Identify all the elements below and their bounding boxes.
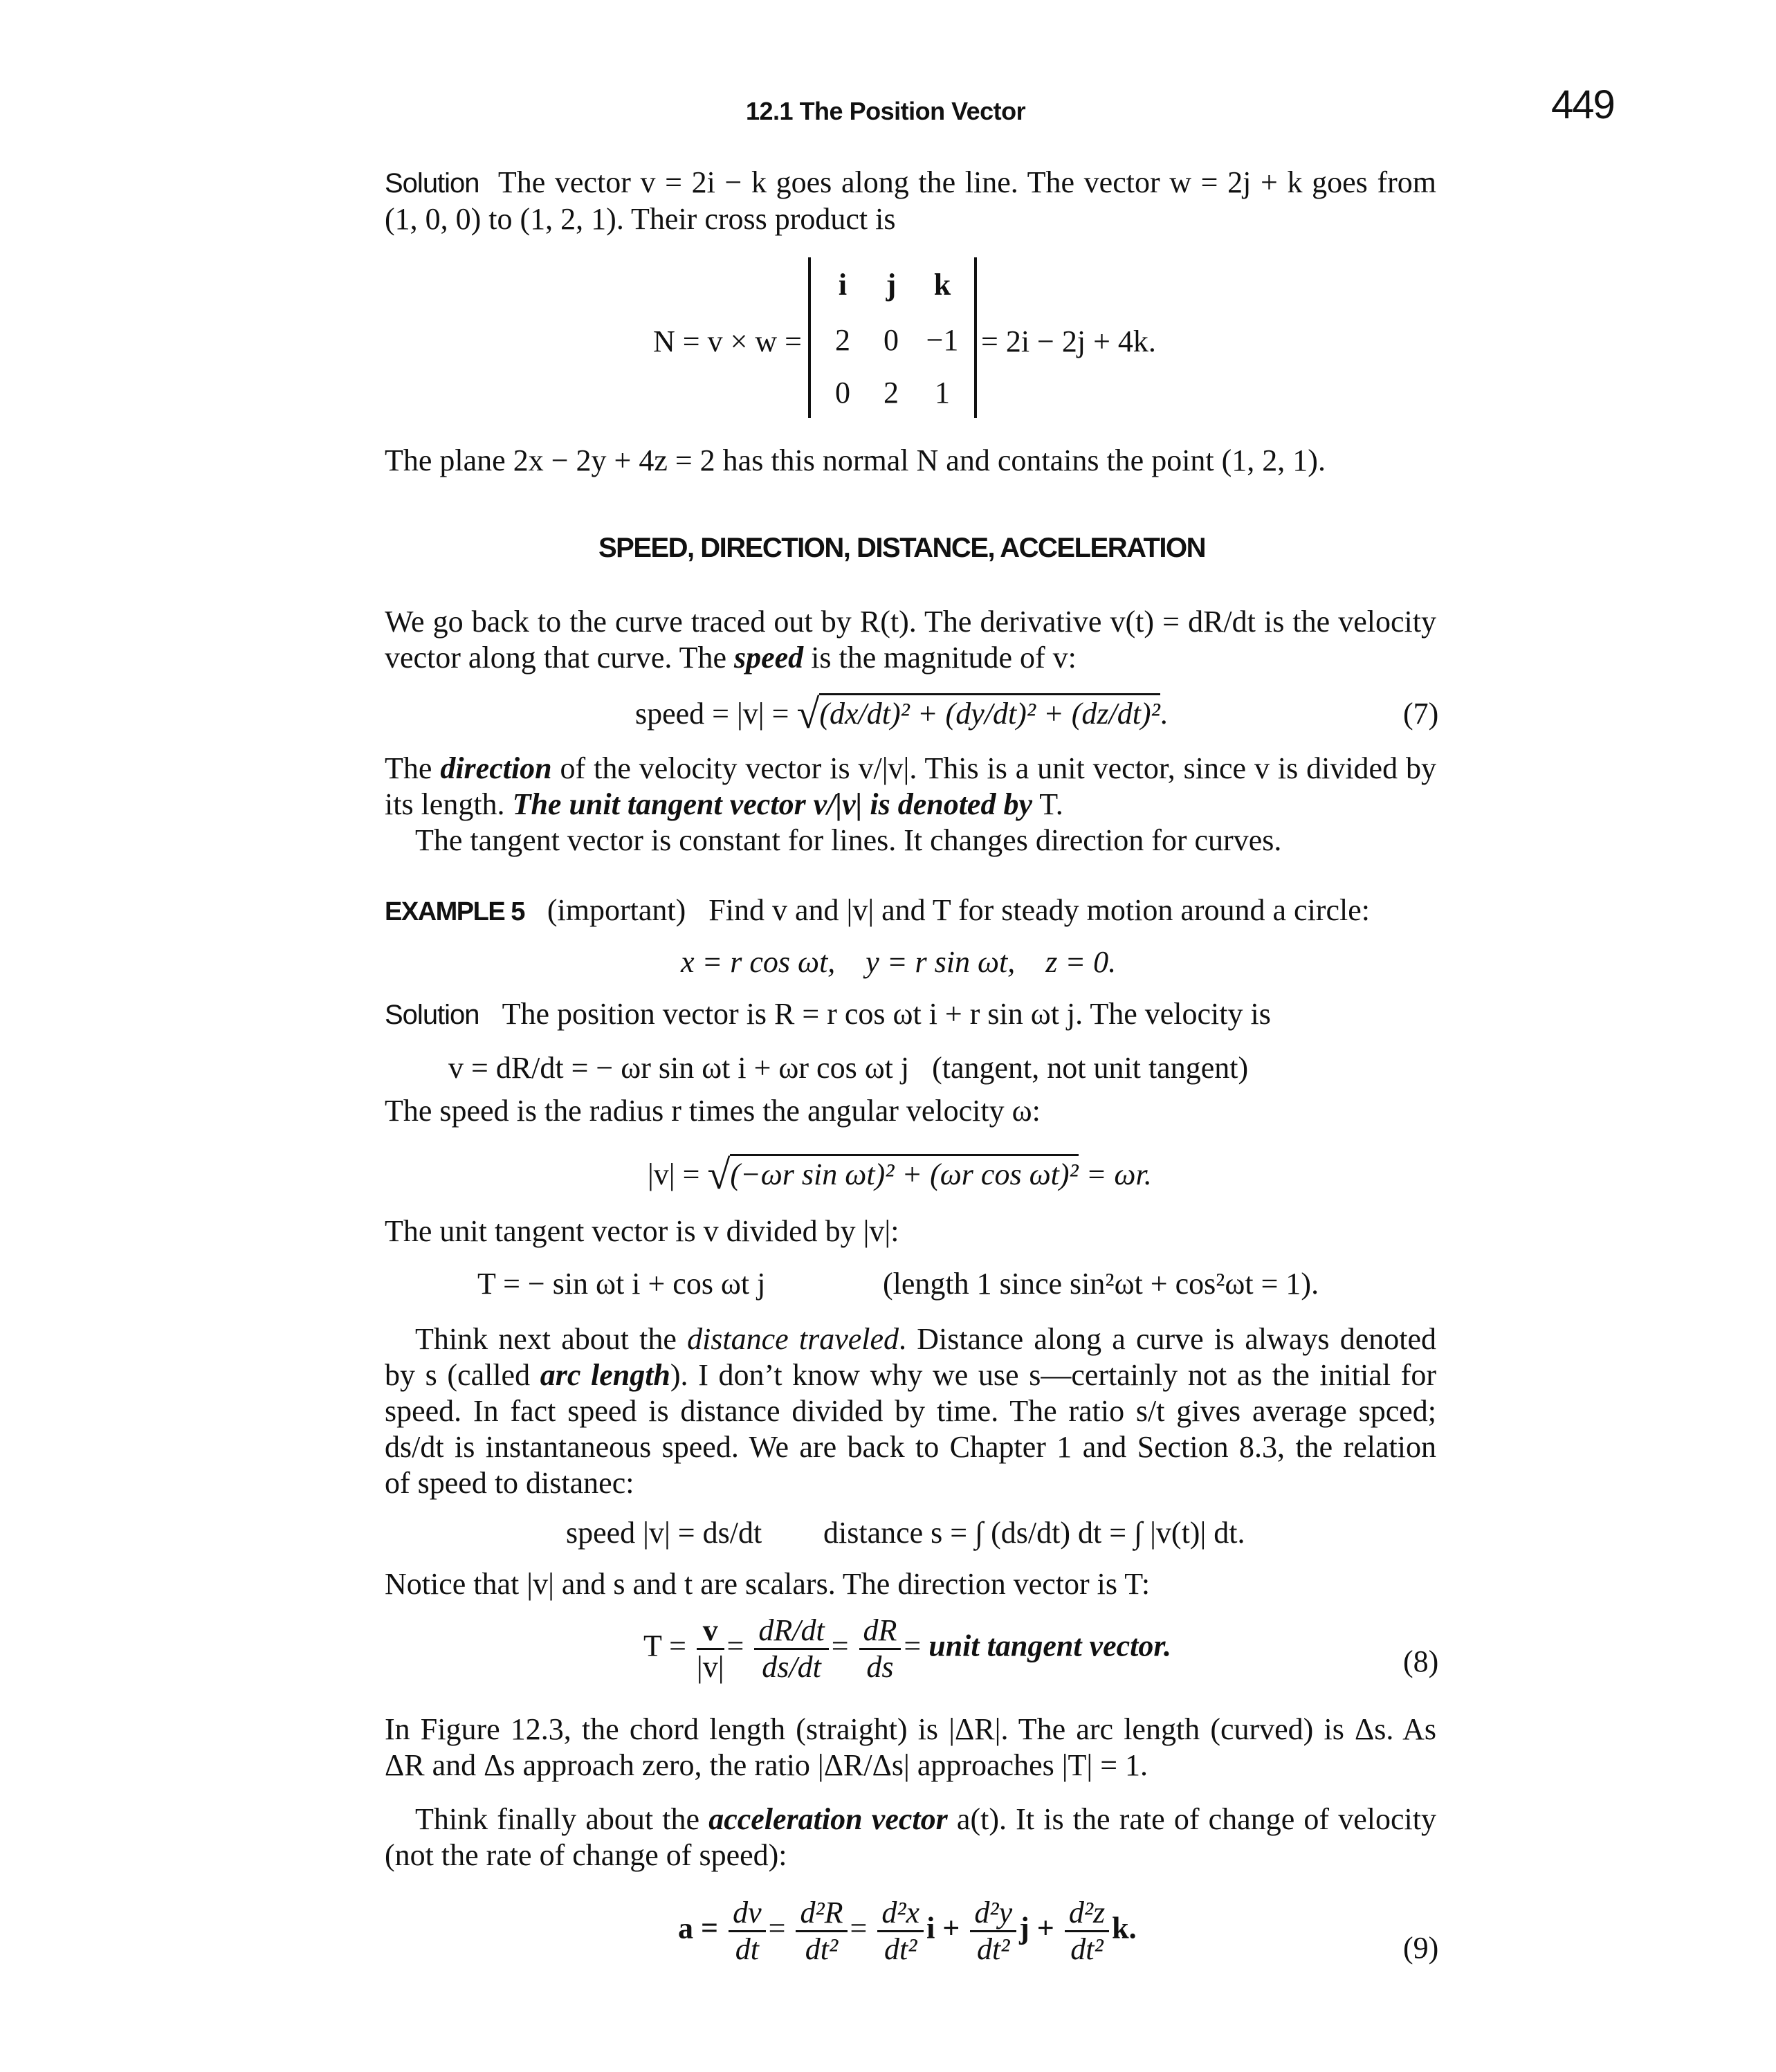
text: vector along that curve. The [385,641,734,675]
numerator: d²R [796,1896,847,1932]
text: The [385,751,441,785]
fraction [754,1613,828,1685]
example-note: (important) [547,893,686,927]
equation-7 [635,691,1168,737]
distance-paragraph-line-4: ds/dt is instantaneous speed. We are back to Chapter 1 and Section 8.3, the relation [385,1430,1436,1464]
matrix-cell: 2 [835,323,850,357]
velocity-note: (tangent, not unit tangent) [932,1051,1249,1085]
equation-number-8: (8) [1403,1644,1439,1678]
matrix-cell: 0 [884,323,899,357]
solution-label: Solution [385,1000,479,1030]
numerator: d²x [877,1896,924,1932]
fraction [859,1613,901,1685]
solution-label: Solution [385,168,479,199]
chord-paragraph-line-1: In Figure 12.3, the chord length (straight) is |ΔR|. The arc length (curved) is Δs. As [385,1712,1436,1746]
direction-paragraph-line-2 [385,787,1436,823]
fraction [729,1896,766,1967]
notice-sentence: Notice that |v| and s and t are scalars. The direction vector is T: [385,1567,1151,1601]
numerator: d²y [970,1896,1016,1932]
eq7-radicand: (dx/dt)² + (dy/dt)² + (dz/dt)² [819,693,1160,731]
fraction [877,1896,924,1967]
eq8-rhs: unit tangent vector. [928,1629,1172,1663]
matrix-cell: k [933,268,951,302]
eq-lhs: |v| = [648,1157,708,1191]
distance-paragraph-line-3: speed. In fact speed is distance divided by time. The ratio s/t gives average spced; [385,1394,1436,1428]
velocity-paragraph-line-1: We go back to the curve traced out by R(t). The derivative v(t) = dR/dt is the velocity [385,605,1436,639]
cross-product-lhs: N = v × w = [653,324,802,358]
section-heading: SPEED, DIRECTION, DISTANCE, ACCELERATION [598,533,1206,563]
unit-tangent-equation: T = − sin ωt i + cos ωt j [477,1267,766,1301]
emphasis-direction: direction [440,751,552,785]
denominator: |v| [696,1650,724,1684]
matrix-cell: j [886,268,897,302]
eq7-end: . [1160,697,1168,731]
emphasis-distance-traveled: distance traveled [687,1322,899,1356]
unit-k: k. [1112,1911,1137,1945]
matrix-cell: i [838,268,848,302]
text: Think next about the [415,1322,688,1356]
emphasis-arc-length: arc length [540,1358,670,1392]
sqrt-icon: √ [707,1152,731,1198]
text: its length. [385,787,513,821]
text: by s (called [385,1358,540,1392]
equation-9: a = $\frac{dv}{dt}$ = $\frac{\text{d²R}}{\text{dt²}}$ = $\frac{\text{d²x}}{\text{dt²}}$ i + $\frac{\text{d²y}}{\text{dt²}}$ j + $\frac{\text{d²z}}{\text{dt²}}$ k. [678,1896,1137,1966]
plane-sentence: The plane 2x − 2y + 4z = 2 has this normal N and contains the point (1, 2, 1). [385,443,1326,477]
solution-text-1: The vector v = 2i − k goes along the line. The vector w = 2j + k goes from [497,165,1436,199]
speed-ds-dt-equation: speed |v| = ds/dt [566,1516,762,1550]
unit-tangent-note: (length 1 since sin²ωt + cos²ωt = 1). [883,1267,1319,1301]
text: of the velocity vector is v/|v|. This is a unit vector, since v is divided by [551,751,1436,785]
solution-paragraph-line-2: (1, 0, 0) to (1, 2, 1). Their cross product is [385,202,896,236]
denominator: ds [866,1650,894,1684]
speed-radius-sentence: The speed is the radius r times the angular velocity ω: [385,1094,1041,1128]
text: a(t). It is the rate of change of velocity [947,1802,1436,1836]
eq7-lhs: speed = |v| = [635,697,797,731]
chord-paragraph-line-2: ΔR and Δs approach zero, the ratio |ΔR/Δs| approaches |T| = 1. [385,1748,1148,1782]
example-label: EXAMPLE 5 [385,897,524,926]
distance-paragraph-line-5: of speed to distanec: [385,1466,634,1500]
matrix-cell: 1 [935,376,950,410]
unit-tangent-sentence: The unit tangent vector is v divided by |v|: [385,1214,899,1248]
cross-product-result: = 2i − 2j + 4k. [981,324,1156,358]
acceleration-paragraph-line-1 [385,1801,1436,1837]
denominator: dt² [805,1932,839,1966]
circle-parametric-equation: x = r cos ωt, y = r sin ωt, z = 0. [681,945,1117,979]
distance-paragraph-line-2 [385,1357,1436,1393]
numerator: v [697,1613,724,1650]
unit-i: i + [926,1911,960,1945]
solution-text: The position vector is R = r cos ωt i + r sin ωt j. The velocity is [502,997,1271,1031]
numerator: dv [729,1896,766,1932]
velocity-eq: v = dR/dt = − ωr sin ωt i + ωr cos ωt j [448,1051,910,1085]
fraction [970,1896,1016,1967]
solution-2-statement [385,996,1436,1033]
speed-magnitude-equation [648,1152,1152,1198]
eq8-lhs: T = [643,1629,686,1663]
eq-rhs: = ωr. [1078,1157,1152,1191]
equation-number-9: (9) [1403,1931,1439,1965]
numerator: dR [859,1613,901,1650]
acceleration-paragraph-line-2: (not the rate of change of speed): [385,1838,787,1872]
unit-j: j + [1019,1911,1054,1945]
denominator: dt² [977,1932,1010,1966]
denominator: dt² [884,1932,917,1966]
eq9-lhs: a = [678,1911,719,1945]
running-head: 12.1 The Position Vector [746,97,1026,125]
distance-integral-equation: distance s = ∫ (ds/dt) dt = ∫ |v(t)| dt. [823,1516,1245,1550]
determinant-matrix [808,257,977,418]
velocity-equation [448,1050,1248,1086]
equation-number-7: (7) [1403,697,1439,731]
fraction [796,1896,847,1967]
direction-paragraph-line-3: The tangent vector is constant for lines. It changes direction for curves. [415,823,1282,857]
eq-radicand: (−ωr sin ωt)² + (ωr cos ωt)² [730,1154,1078,1191]
text: T. [1032,787,1063,821]
denominator: dt [735,1932,759,1966]
matrix-cell: −1 [926,323,959,357]
denominator: dt² [1070,1932,1104,1966]
denominator: ds/dt [762,1650,821,1684]
sqrt-icon: √ [796,691,820,737]
velocity-paragraph-line-2 [385,640,1436,676]
text: . Distance along a curve is always denoted [899,1322,1436,1356]
fraction [697,1613,724,1685]
text: Think finally about the [415,1802,709,1836]
text: is the magnitude of v: [803,641,1077,675]
equation-8: T = $\frac{v}{|v|}$ = $\frac{dR/dt}{ds/dt}$ = $\frac{dR}{ds}$ = unit tangent vector. [643,1613,1172,1684]
page-number: 449 [1551,82,1614,127]
solution-paragraph-line-1 [385,165,1436,201]
text: ). I don’t know why we use s—certainly not as the initial for [670,1358,1436,1392]
matrix-cell: 2 [884,376,899,410]
numerator: dR/dt [754,1613,828,1650]
fraction [1065,1896,1109,1967]
distance-paragraph-line-1 [385,1321,1436,1357]
emphasis-unit-tangent: The unit tangent vector v/|v| is denoted by [512,787,1032,821]
emphasis-acceleration-vector: acceleration vector [708,1802,948,1836]
matrix-cell: 0 [835,376,850,410]
emphasis-speed: speed [734,641,804,675]
example-text: Find v and |v| and T for steady motion around a circle: [708,893,1370,927]
example-5-statement [385,892,1436,930]
numerator: d²z [1065,1896,1109,1932]
direction-paragraph-line-1 [385,751,1436,787]
